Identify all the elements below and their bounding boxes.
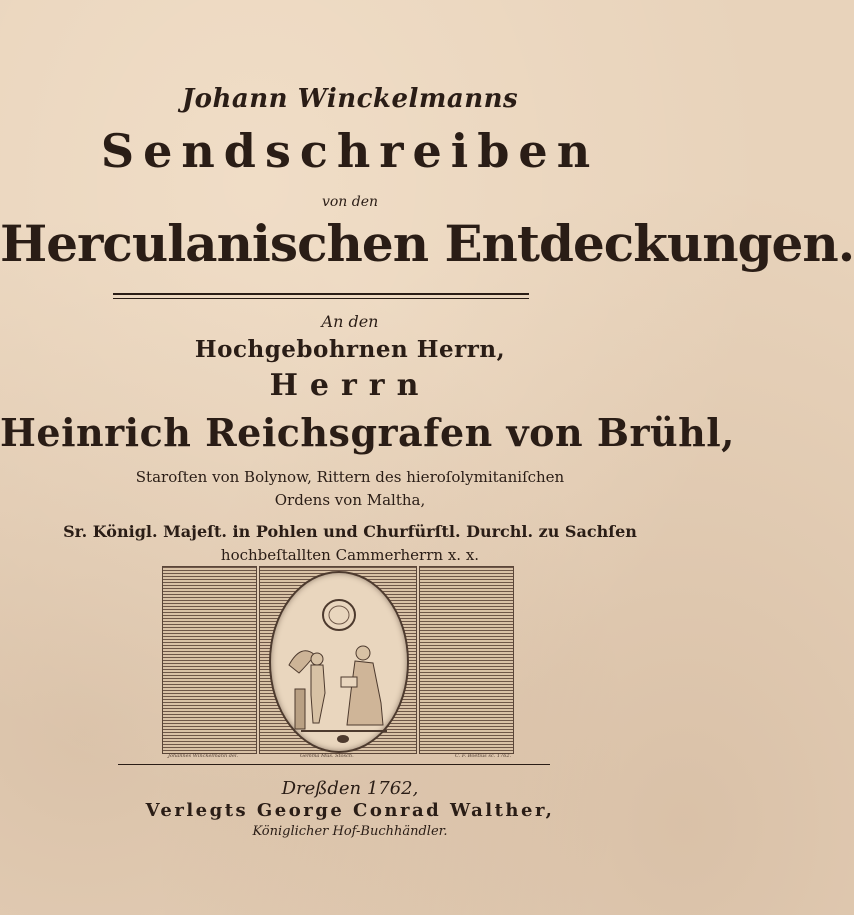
dedicatee-line-1: Staroſten von Bolynow, Rittern des hieroſolymitaniſchen bbox=[135, 468, 565, 486]
dedicatee-name: Heinrich Reichsgrafen von Brühl, bbox=[0, 410, 735, 455]
gem-oval bbox=[269, 571, 409, 753]
imprint-publisher: Verlegts George Conrad Walther, bbox=[145, 800, 555, 821]
imprint-place-year: Dreßden 1762, bbox=[281, 778, 419, 799]
double-rule-top bbox=[113, 293, 529, 295]
author-line: Johann Winckelmanns bbox=[181, 84, 519, 114]
dedication-intro: An den bbox=[321, 312, 379, 331]
imprint-publisher-role: Königlicher Hof-Buchhändler. bbox=[252, 824, 448, 839]
hatched-panel-right bbox=[419, 566, 514, 754]
dedicatee-line-3: Sr. Königl. Majeſt. in Pohlen und Churfürſtl. Durchl. zu Sachſen bbox=[63, 522, 637, 541]
main-title: Sendschreiben bbox=[100, 124, 600, 178]
engraving-credit-right: C. F. Boëtius sc. 1762. bbox=[455, 753, 512, 759]
dedication-honorific: Hochgebohrnen Herrn, bbox=[194, 336, 506, 363]
dedicatee-line-4: hochbeſtallten Cammerherrn x. x. bbox=[220, 546, 480, 564]
engraving-credit-center: Gemma Mus. Stosch. bbox=[300, 753, 354, 759]
subtitle: Herculanischen Entdeckungen. bbox=[0, 214, 854, 273]
engraving-vignette bbox=[160, 563, 515, 758]
engraving-credit-left: Johannes Winckelmann del. bbox=[168, 753, 239, 759]
imprint-rule bbox=[118, 764, 550, 765]
dedicatee-line-2: Ordens von Maltha, bbox=[274, 491, 426, 509]
dedication-title: Herrn bbox=[269, 368, 431, 403]
title-connector: von den bbox=[321, 194, 379, 210]
hatched-panel-left bbox=[162, 566, 257, 754]
double-rule-bottom bbox=[113, 298, 529, 299]
gem-scene-illustration bbox=[271, 573, 407, 751]
